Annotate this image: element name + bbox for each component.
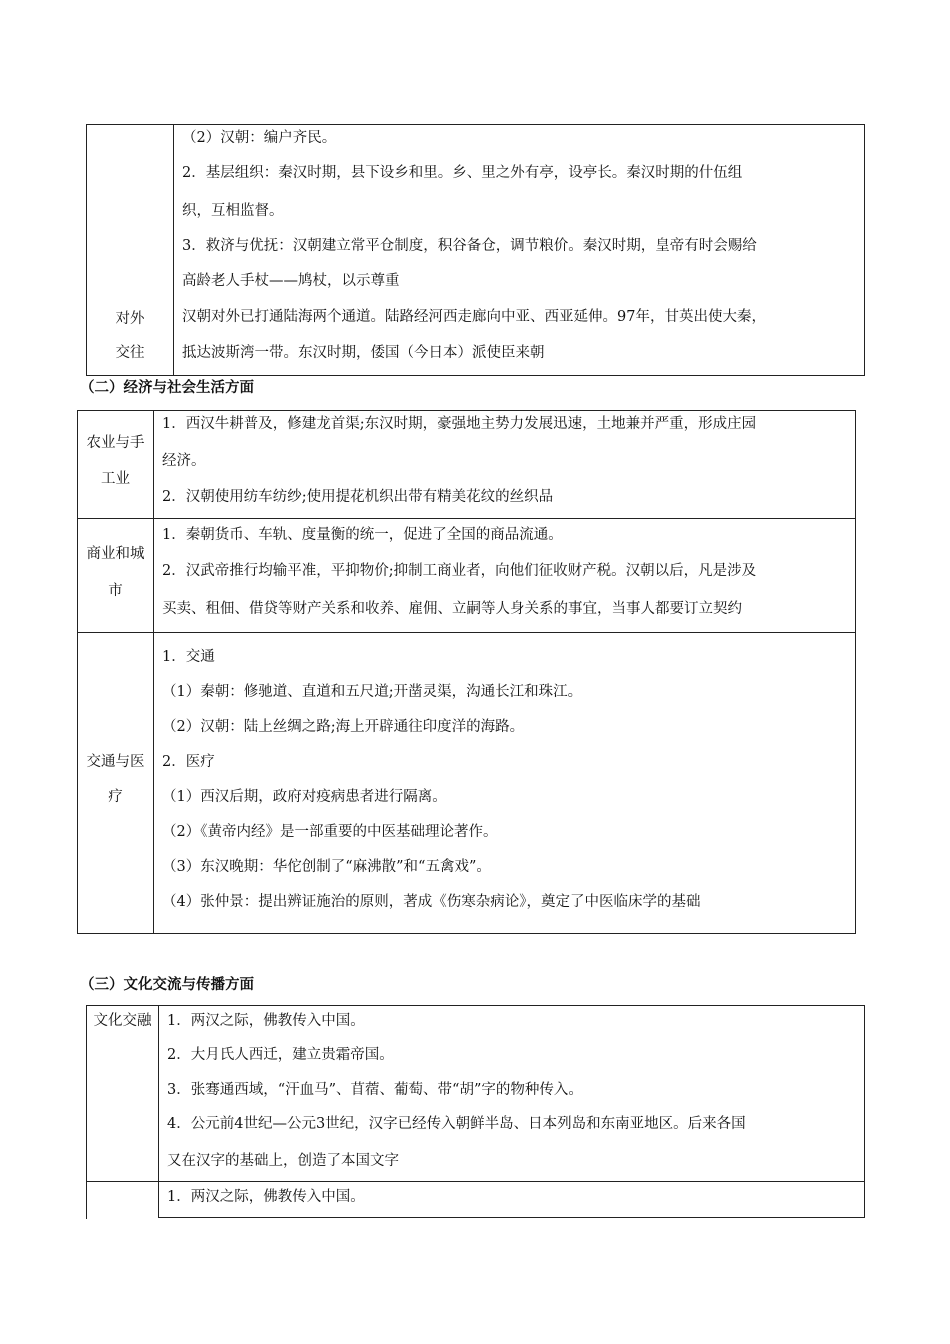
text-line: 又在汉字的基础上，创造了本国文字 xyxy=(167,1153,399,1169)
text-line: 高龄老人手杖——鸠杖，以示尊重 xyxy=(182,273,400,289)
text-line: （2）汉朝：陆上丝绸之路;海上开辟通往印度洋的海路。 xyxy=(162,719,525,735)
text-line: （4）张仲景：提出辨证施治的原则，著成《伤寒杂病论》，奠定了中医临床学的基础 xyxy=(162,894,701,910)
cell-label-agriculture-2: 工业 xyxy=(101,471,130,487)
cell-label-foreign-relations-2: 交往 xyxy=(115,345,145,361)
text-line: 2．基层组织：秦汉时期，县下设乡和里。乡、里之外有亭，设亭长。秦汉时期的什伍组 xyxy=(182,165,743,181)
section-heading-economy: （二）经济与社会生活方面 xyxy=(80,379,254,396)
text-line: （3）东汉晚期：华佗创制了“麻沸散”和“五禽戏”。 xyxy=(162,859,491,875)
table-left-border-extension xyxy=(86,1181,87,1219)
row-divider xyxy=(77,518,856,519)
text-line: 经济。 xyxy=(162,453,206,469)
cell-label-agriculture-1: 农业与手 xyxy=(86,435,145,451)
text-line: 2．汉武帝推行均输平准，平抑物价;抑制工商业者，向他们征收财产税。汉朝以后，凡是涉及 xyxy=(162,563,757,579)
text-line: 1．交通 xyxy=(162,649,215,665)
text-line: 1．两汉之际，佛教传入中国。 xyxy=(167,1013,365,1029)
table-continued-divider xyxy=(173,124,174,376)
table-culture-divider xyxy=(158,1005,159,1182)
text-line: 3．张骞通西域，“汗血马”、苜蓿、葡萄、带“胡”字的物种传入。 xyxy=(167,1082,583,1098)
text-line: （2）汉朝：编户齐民。 xyxy=(182,130,337,146)
cell-label-commerce-2: 市 xyxy=(108,583,123,599)
text-line: 4．公元前4世纪—公元3世纪，汉字已经传入朝鲜半岛、日本列岛和东南亚地区。后来各国 xyxy=(167,1116,746,1132)
text-line: 1．秦朝货币、车轨、度量衡的统一，促进了全国的商品流通。 xyxy=(162,527,563,543)
text-line: 3．救济与优抚：汉朝建立常平仓制度，积谷备仓，调节粮价。秦汉时期，皇帝有时会赐给 xyxy=(182,238,757,254)
text-line: （2）《黄帝内经》是一部重要的中医基础理论著作。 xyxy=(162,824,498,840)
cell-label-transport-2: 疗 xyxy=(108,789,123,805)
section-heading-culture: （三）文化交流与传播方面 xyxy=(80,976,254,993)
text-line: 1．两汉之际，佛教传入中国。 xyxy=(167,1189,365,1205)
text-line: 2．大月氏人西迁，建立贵霜帝国。 xyxy=(167,1047,394,1063)
text-line: （1）西汉后期，政府对疫病患者进行隔离。 xyxy=(162,789,447,805)
text-line: 汉朝对外已打通陆海两个通道。陆路经河西走廊向中亚、西亚延伸。97年，甘英出使大秦， xyxy=(182,309,766,325)
text-line: 2．汉朝使用纺车纺纱;使用提花机织出带有精美花纹的丝织品 xyxy=(162,489,554,505)
cell-label-transport-1: 交通与医 xyxy=(86,754,145,770)
text-line: 抵达波斯湾一带。东汉时期，倭国（今日本）派使臣来朝 xyxy=(182,345,545,361)
row-divider xyxy=(77,632,856,633)
text-line: 织，互相监督。 xyxy=(182,203,284,219)
cell-label-foreign-relations-1: 对外 xyxy=(115,311,145,327)
text-line: 1．西汉牛耕普及，修建龙首渠;东汉时期，豪强地主势力发展迅速，土地兼并严重，形成庄园 xyxy=(162,416,757,432)
text-line: （1）秦朝：修驰道、直道和五尺道;开凿灵渠，沟通长江和珠江。 xyxy=(162,684,583,700)
table-economy-divider xyxy=(153,410,154,934)
text-line: 2．医疗 xyxy=(162,754,215,770)
cell-label-cultural-exchange: 文化交融 xyxy=(93,1013,152,1029)
cell-label-commerce-1: 商业和城 xyxy=(86,546,145,562)
text-line: 买卖、租佃、借贷等财产关系和收养、雇佣、立嗣等人身关系的事宜，当事人都要订立契约 xyxy=(162,601,742,617)
